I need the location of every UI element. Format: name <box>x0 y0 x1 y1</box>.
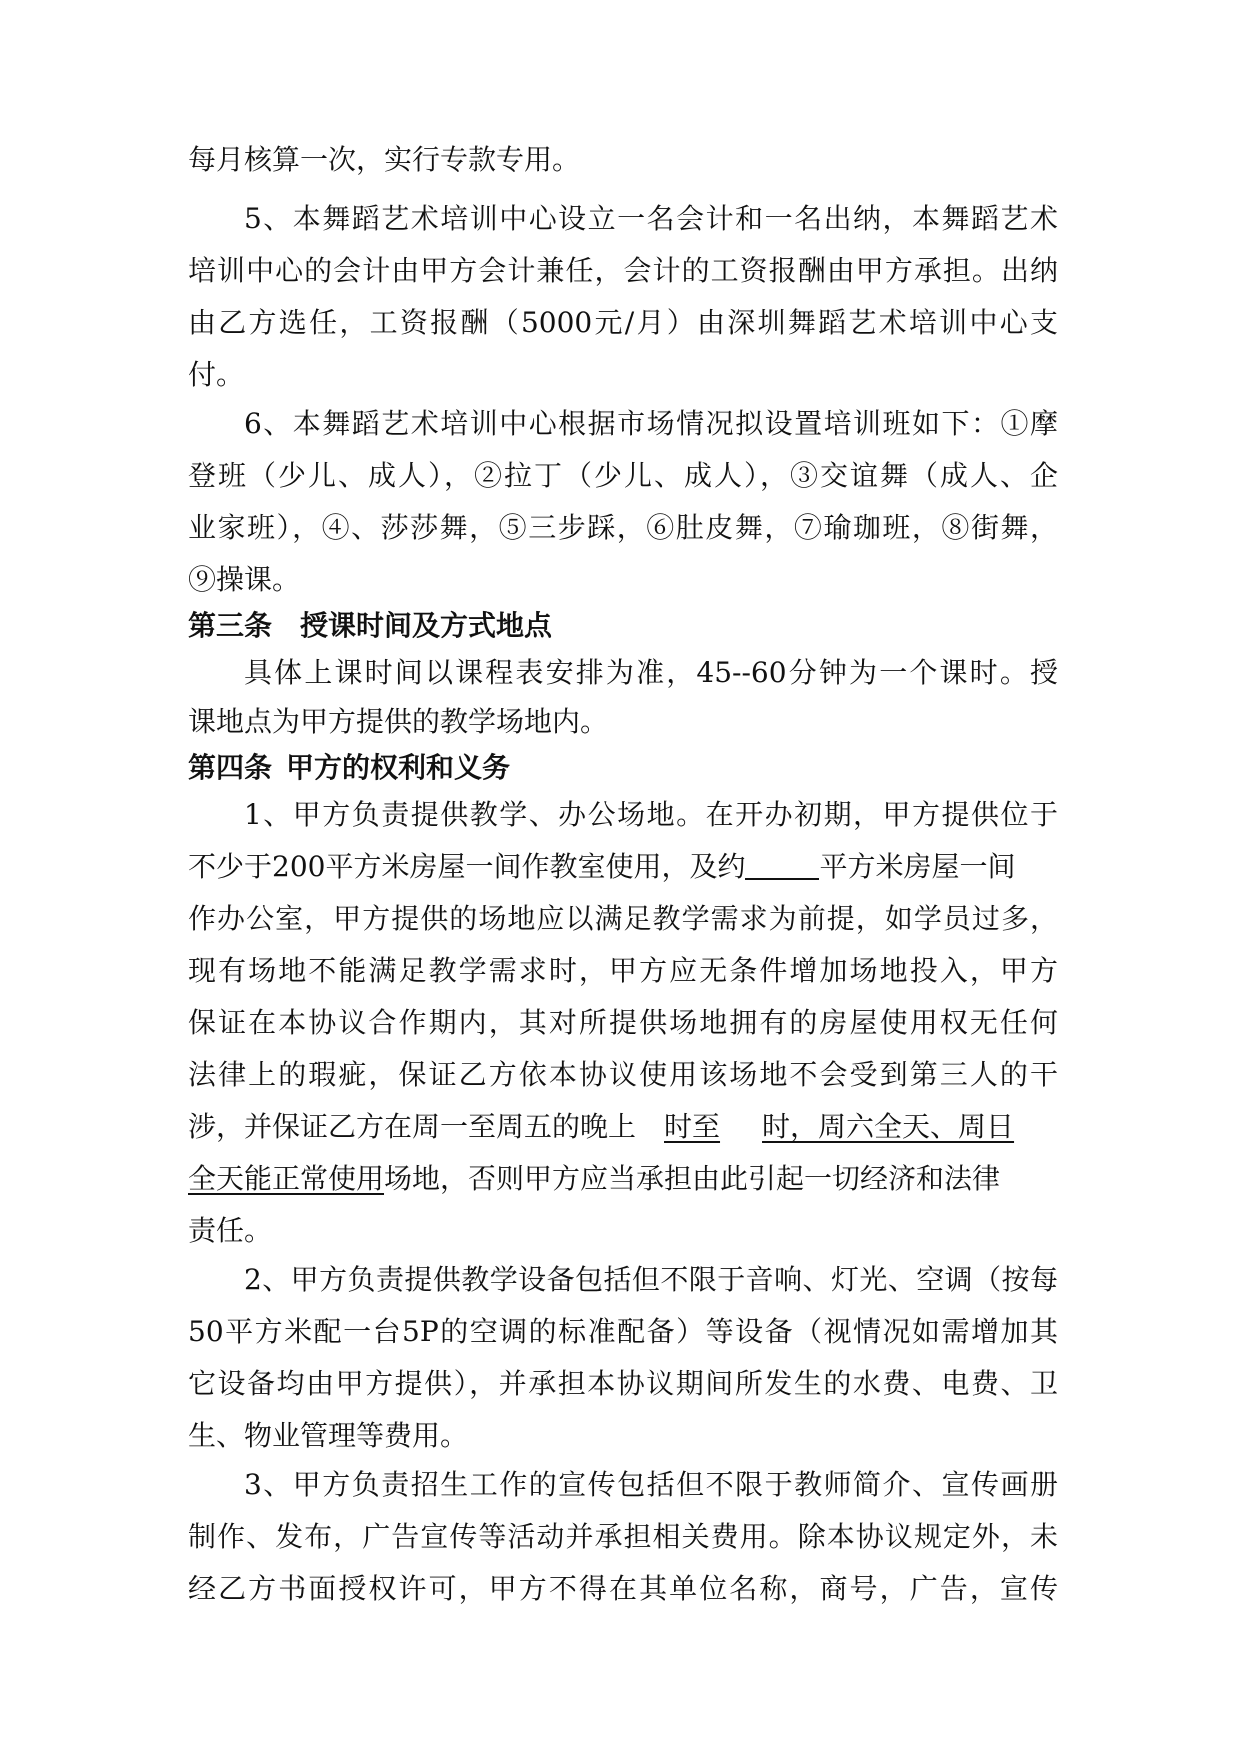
fill-in-blank[interactable] <box>745 848 819 880</box>
paragraph-line: 登班（少儿、成人），②拉丁（少儿、成人），③交谊舞（成人、企 <box>188 459 1058 492</box>
paragraph-line: 保证在本协议合作期内，其对所提供场地拥有的房屋使用权无任何 <box>188 1006 1058 1039</box>
paragraph-line: 现有场地不能满足教学需求时，甲方应无条件增加场地投入，甲方 <box>188 954 1058 987</box>
article-title: 甲方的权利和义务 <box>286 751 511 784</box>
paragraph-line <box>188 1107 1058 1147</box>
article-heading <box>188 606 1058 646</box>
paragraph-line <box>188 1159 1058 1199</box>
article-number: 第三条 <box>188 609 273 642</box>
line-text: 涉，并保证乙方在周一至周五的晚上 <box>188 1110 637 1143</box>
article-title: 授课时间及方式地点 <box>300 609 553 642</box>
paragraph-line: 50平方米配一台5P的空调的标准配备）等设备（视情况如需增加其 <box>188 1315 1058 1348</box>
paragraph-line: 由乙方选任，工资报酬（5000元/月）由深圳舞蹈艺术培训中心支 <box>188 306 1058 339</box>
paragraph-line: 6、本舞蹈艺术培训中心根据市场情况拟设置培训班如下：①摩 <box>244 407 1058 440</box>
paragraph-line: 作办公室，甲方提供的场地应以满足教学需求为前提，如学员过多， <box>188 902 1058 935</box>
paragraph-line: 经乙方书面授权许可，甲方不得在其单位名称，商号，广告，宣传 <box>188 1572 1058 1605</box>
underlined-text: 全天能正常使用 <box>188 1162 385 1195</box>
line-text: 不少于200平方米房屋一间作教室使用，及约 <box>188 850 746 883</box>
paragraph-line: 2、甲方负责提供教学设备包括但不限于音响、灯光、空调（按每 <box>244 1263 1058 1296</box>
paragraph-line: 法律上的瑕疵，保证乙方依本协议使用该场地不会受到第三人的干 <box>188 1058 1058 1091</box>
paragraph-line: 业家班），④、莎莎舞，⑤三步踩，⑥肚皮舞，⑦瑜珈班，⑧街舞， <box>188 511 1058 544</box>
article-number: 第四条 <box>188 751 273 784</box>
paragraph-line: 1、甲方负责提供教学、办公场地。在开办初期，甲方提供位于 <box>244 798 1058 831</box>
paragraph-line: 3、甲方负责招生工作的宣传包括但不限于教师简介、宣传画册 <box>244 1468 1058 1501</box>
paragraph-line: 5、本舞蹈艺术培训中心设立一名会计和一名出纳，本舞蹈艺术 <box>244 202 1058 235</box>
line-text: 场地，否则甲方应当承担由此引起一切经济和法律 <box>384 1162 1001 1195</box>
line-text: 平方米房屋一间 <box>819 850 1016 883</box>
paragraph-line: 生、物业管理等费用。 <box>188 1419 469 1452</box>
paragraph-line <box>188 847 1058 887</box>
paragraph-line: 制作、发布，广告宣传等活动并承担相关费用。除本协议规定外，未 <box>188 1520 1058 1553</box>
paragraph-line: 培训中心的会计由甲方会计兼任，会计的工资报酬由甲方承担。出纳 <box>188 254 1058 287</box>
paragraph-line: ⑨操课。 <box>188 563 301 596</box>
paragraph-line: 责任。 <box>188 1214 273 1247</box>
paragraph-line: 课地点为甲方提供的教学场地内。 <box>188 705 609 738</box>
underlined-text: 时至 时，周六全天、周日 <box>664 1110 1015 1143</box>
paragraph-line: 具体上课时间以课程表安排为准，45--60分钟为一个课时。授 <box>244 656 1058 689</box>
article-heading <box>188 748 1058 788</box>
paragraph-line: 付。 <box>188 358 245 391</box>
paragraph-line: 它设备均由甲方提供），并承担本协议期间所发生的水费、电费、卫 <box>188 1367 1058 1400</box>
paragraph-line: 每月核算一次，实行专款专用。 <box>188 143 581 176</box>
